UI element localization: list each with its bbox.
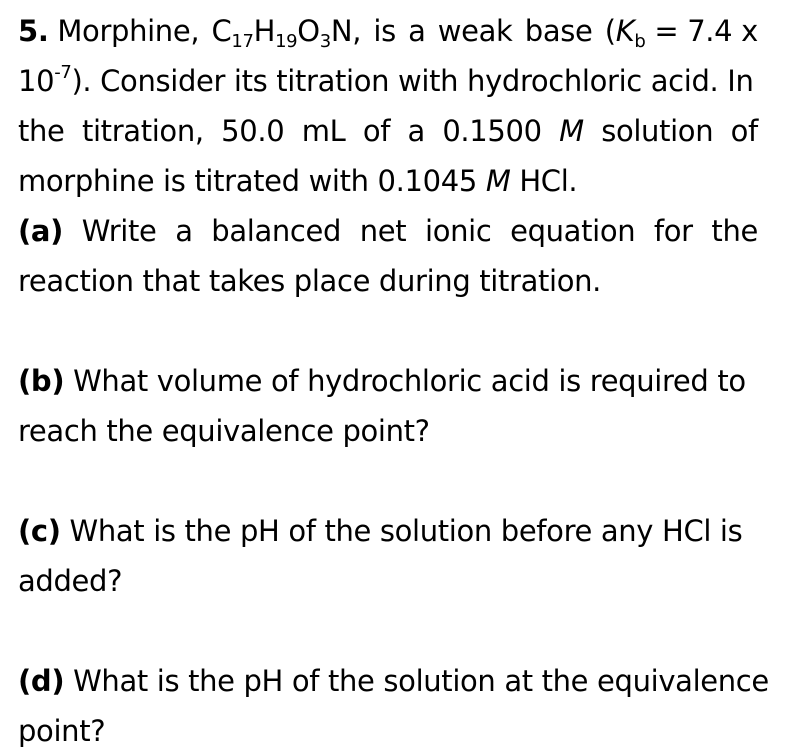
question-number: 5. — [18, 14, 49, 48]
part-b-line-2: reach the equivalence point? — [18, 414, 430, 448]
answer-space — [18, 456, 758, 506]
chemical-formula: $C_{17}H_{19}O_3N$, — [211, 14, 362, 52]
part-a-line-1: (a) Write a balanced net ionic equation for the — [18, 206, 758, 256]
molarity-symbol: M — [485, 164, 511, 198]
part-b-label: (b) — [18, 364, 65, 398]
part-d-label: (d) — [18, 664, 65, 698]
part-c-label: (c) — [18, 514, 61, 548]
part-d-line-2: point? — [18, 714, 106, 748]
question-line-3: the titration, 50.0 mL of a 0.1500 M solution of — [18, 106, 758, 156]
kb-expression: ($K_b = 7.4$ x — [604, 14, 758, 52]
compound-name: Morphine, — [57, 14, 200, 48]
molarity-symbol: M — [559, 114, 584, 148]
part-b-line-1: (b) What volume of hydrochloric acid is required to — [18, 364, 746, 398]
question-line-2: $10^{-7}$). Consider its titration with hydrochloric acid. In — [18, 62, 754, 98]
question-document — [18, 6, 769, 756]
answer-space — [18, 606, 758, 656]
part-a-line-2: reaction that takes place during titration. — [18, 264, 602, 298]
part-a-label: (a) — [18, 214, 64, 248]
answer-space — [18, 306, 758, 356]
part-c-line-2: added? — [18, 564, 123, 598]
question-line-1: 5. Morphine, $C_{17}H_{19}O_3N$, is a weak base ($K_b = 7.4$ x — [18, 6, 758, 56]
part-d-line-1: (d) What is the pH of the solution at the equivalence — [18, 664, 769, 698]
question-line-4: morphine is titrated with 0.1045 M HCl. — [18, 164, 578, 198]
part-c-line-1: (c) What is the pH of the solution before any HCl is — [18, 514, 743, 548]
